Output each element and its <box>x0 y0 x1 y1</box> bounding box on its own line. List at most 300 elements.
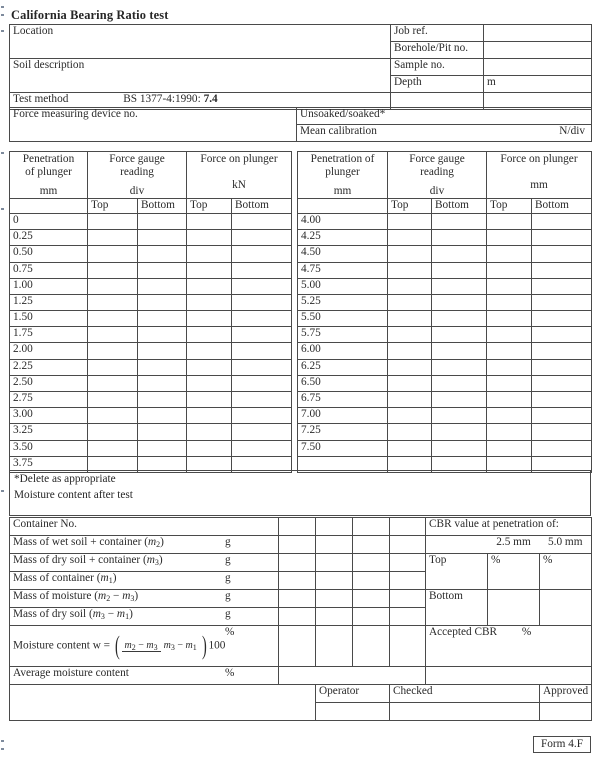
subhdr-gauge-top: Top <box>388 198 432 213</box>
gauge-top-input-cell[interactable] <box>388 375 432 391</box>
operator-value-cell[interactable] <box>316 703 390 721</box>
penetration-value-cell: 2.75 <box>10 392 88 408</box>
table-row <box>10 25 592 42</box>
signoff-blank-cell <box>10 685 316 721</box>
force-top-input-cell[interactable] <box>487 327 532 343</box>
table-row <box>298 262 592 278</box>
checked-label: Checked <box>393 685 433 697</box>
force-bottom-input-cell[interactable] <box>232 262 292 278</box>
moisture-content-label-cell <box>10 626 279 667</box>
job-ref-label: Job ref. <box>394 25 428 37</box>
gauge-top-input-cell[interactable] <box>388 440 432 456</box>
force-top-input-cell[interactable] <box>187 230 232 246</box>
table-row <box>10 278 292 294</box>
notes-block <box>9 470 591 516</box>
force-top-input-cell[interactable] <box>487 294 532 310</box>
dry-soil-value-4[interactable] <box>390 554 426 572</box>
force-top-input-cell[interactable] <box>187 246 232 262</box>
gauge-bottom-input-cell[interactable] <box>432 375 487 391</box>
table-row <box>10 667 592 685</box>
gauge-top-input-cell[interactable] <box>88 440 138 456</box>
form-id-badge: Form 4.F <box>533 736 591 753</box>
test-method-label: Test method <box>13 93 69 105</box>
location-cell[interactable] <box>10 25 391 59</box>
gauge-bottom-input-cell[interactable] <box>432 278 487 294</box>
penetration-value-cell: 7.50 <box>298 440 388 456</box>
gauge-top-input-cell[interactable] <box>88 246 138 262</box>
moisture-content-value-3[interactable] <box>353 626 390 667</box>
container-mass-value-4[interactable] <box>390 572 426 590</box>
borehole-value-cell[interactable] <box>484 42 592 59</box>
gauge-bottom-input-cell[interactable] <box>138 343 187 359</box>
container-no-value-3[interactable] <box>353 518 390 536</box>
subhdr-gauge-top: Top <box>88 198 138 213</box>
gauge-top-input-cell[interactable] <box>88 343 138 359</box>
force-bottom-input-cell[interactable] <box>232 359 292 375</box>
operator-label: Operator <box>319 685 360 697</box>
cbr-bottom-value-25[interactable] <box>488 590 540 626</box>
scan-artifact-tick <box>1 6 4 8</box>
gauge-bottom-input-cell[interactable] <box>432 311 487 327</box>
gauge-top-input-cell[interactable] <box>388 278 432 294</box>
col-penetration-unit: mm <box>39 184 58 197</box>
soil-description-cell[interactable] <box>10 59 391 93</box>
penetration-value-cell: 2.00 <box>10 343 88 359</box>
location-label: Location <box>13 25 54 37</box>
checked-value-cell[interactable] <box>390 703 540 721</box>
wet-soil-value-3[interactable] <box>353 536 390 554</box>
mean-calibration-cell[interactable] <box>297 125 592 142</box>
penetration-value-cell: 0.50 <box>10 246 88 262</box>
container-mass-value-1[interactable] <box>279 572 316 590</box>
penetration-value-cell: 1.50 <box>10 311 88 327</box>
cbr-bottom-value-50[interactable] <box>540 590 592 626</box>
penetration-left-body <box>10 213 292 472</box>
gauge-bottom-input-cell[interactable] <box>432 262 487 278</box>
moisture-mass-value-2[interactable] <box>316 590 353 608</box>
table-row <box>298 294 592 310</box>
col-gauge-line2: reading <box>120 165 154 178</box>
gauge-top-input-cell[interactable] <box>388 343 432 359</box>
table-row <box>298 246 592 262</box>
force-bottom-input-cell[interactable] <box>232 311 292 327</box>
penetration-value-cell: 0.75 <box>10 262 88 278</box>
gauge-bottom-input-cell[interactable] <box>432 424 487 440</box>
penetration-right-body <box>298 213 592 472</box>
gauge-bottom-input-cell[interactable] <box>432 392 487 408</box>
scan-artifact-tick <box>1 30 4 32</box>
depth-value-cell[interactable] <box>484 76 592 93</box>
dry-soil-value-1[interactable] <box>279 554 316 572</box>
force-bottom-input-cell[interactable] <box>232 408 292 424</box>
gauge-top-input-cell[interactable] <box>88 262 138 278</box>
force-bottom-input-cell[interactable] <box>532 311 592 327</box>
moisture-content-formula: Moisture content w = ( $m_2 - m_3$ $m_3 - m_1$ ) 100 <box>13 630 226 660</box>
average-moisture-value[interactable] <box>279 667 426 685</box>
sample-label-cell <box>391 59 484 76</box>
col-gauge-header <box>88 152 187 199</box>
table-row <box>298 408 592 424</box>
force-bottom-input-cell[interactable] <box>232 213 292 229</box>
wet-soil-value-2[interactable] <box>316 536 353 554</box>
table-row <box>298 424 592 440</box>
dry-soil-value-2[interactable] <box>316 554 353 572</box>
moisture-content-value-4[interactable] <box>390 626 426 667</box>
penetration-table-left <box>9 151 292 473</box>
unit-percent: % <box>225 667 235 679</box>
wet-soil-label: Mass of wet soil + container $(m_2)$ <box>13 536 164 549</box>
dry-soil-mass-value-3[interactable] <box>353 608 390 626</box>
force-top-input-cell[interactable] <box>487 408 532 424</box>
force-bottom-input-cell[interactable] <box>532 262 592 278</box>
cbr-pen-2: 5.0 mm <box>540 536 592 554</box>
moisture-mass-value-3[interactable] <box>353 590 390 608</box>
force-top-input-cell[interactable] <box>487 213 532 229</box>
gauge-top-input-cell[interactable] <box>388 213 432 229</box>
scan-artifact-tick <box>1 748 4 750</box>
approved-label-cell <box>540 685 592 703</box>
col-penetration-header <box>298 152 388 199</box>
scan-artifact-tick <box>1 740 4 742</box>
container-mass-value-3[interactable] <box>353 572 390 590</box>
col-force-unit: kN <box>232 178 246 191</box>
force-bottom-input-cell[interactable] <box>532 424 592 440</box>
gauge-top-input-cell[interactable] <box>388 262 432 278</box>
unit-g: g <box>225 572 231 584</box>
col-penetration-line2: plunger <box>325 165 360 178</box>
container-no-value-4[interactable] <box>390 518 426 536</box>
force-bottom-input-cell[interactable] <box>532 278 592 294</box>
formula-fraction: $m_2 - m_3$ $m_3 - m_1$ <box>122 641 200 652</box>
force-bottom-input-cell[interactable] <box>532 294 592 310</box>
force-bottom-input-cell[interactable] <box>532 375 592 391</box>
force-bottom-input-cell[interactable] <box>232 424 292 440</box>
container-no-label-cell <box>10 518 279 536</box>
table-row <box>10 536 592 554</box>
penetration-value-cell: 3.75 <box>10 456 88 472</box>
subhdr-force-top: Top <box>187 198 232 213</box>
table-row <box>10 359 292 375</box>
force-bottom-input-cell[interactable] <box>232 375 292 391</box>
penetration-value-cell: 2.50 <box>10 375 88 391</box>
moisture-cbr-table <box>9 517 592 721</box>
average-moisture-spare[interactable] <box>426 667 592 685</box>
gauge-bottom-input-cell[interactable] <box>138 213 187 229</box>
accepted-cbr-label: Accepted CBR <box>429 626 498 638</box>
sample-value-cell[interactable] <box>484 59 592 76</box>
force-bottom-input-cell[interactable] <box>232 230 292 246</box>
force-top-input-cell[interactable] <box>487 278 532 294</box>
cbr-top-value-25[interactable] <box>488 554 540 590</box>
percent-sign: % <box>521 626 532 638</box>
force-top-input-cell[interactable] <box>187 408 232 424</box>
moisture-mass-label: Mass of moisture $(m_2 - m_3)$ <box>13 590 139 603</box>
wet-soil-value-4[interactable] <box>390 536 426 554</box>
gauge-top-input-cell[interactable] <box>388 311 432 327</box>
gauge-bottom-input-cell[interactable] <box>138 408 187 424</box>
penetration-value-cell: 6.50 <box>298 375 388 391</box>
table-row <box>10 685 592 703</box>
force-top-input-cell[interactable] <box>487 343 532 359</box>
force-top-input-cell[interactable] <box>187 440 232 456</box>
force-top-input-cell[interactable] <box>487 440 532 456</box>
table-row <box>10 518 592 536</box>
gauge-bottom-input-cell[interactable] <box>138 311 187 327</box>
container-no-value-1[interactable] <box>279 518 316 536</box>
table-row <box>10 311 292 327</box>
gauge-top-input-cell[interactable] <box>388 230 432 246</box>
force-top-input-cell[interactable] <box>487 230 532 246</box>
force-bottom-input-cell[interactable] <box>232 327 292 343</box>
percent-sign: % <box>491 554 501 566</box>
gauge-top-input-cell[interactable] <box>388 246 432 262</box>
gauge-top-input-cell[interactable] <box>388 359 432 375</box>
col-force-unit: mm <box>530 178 548 191</box>
gauge-bottom-input-cell[interactable] <box>138 294 187 310</box>
force-bottom-input-cell[interactable] <box>532 343 592 359</box>
approved-label: Approved <box>543 685 589 697</box>
table-row <box>10 424 292 440</box>
penetration-table-right <box>297 151 592 473</box>
delete-note: *Delete as appropriate <box>14 473 116 485</box>
gauge-bottom-input-cell[interactable] <box>432 294 487 310</box>
force-bottom-input-cell[interactable] <box>232 343 292 359</box>
force-bottom-input-cell[interactable] <box>232 440 292 456</box>
force-top-input-cell[interactable] <box>487 262 532 278</box>
average-moisture-label: Average moisture content <box>13 667 129 679</box>
borehole-label: Borehole/Pit no. <box>394 42 469 54</box>
subhdr-gauge-bottom: Bottom <box>138 198 187 213</box>
table-row <box>10 108 592 125</box>
page-title: California Bearing Ratio test <box>11 8 169 22</box>
dry-soil-mass-value-2[interactable] <box>316 608 353 626</box>
penetration-value-cell: 3.00 <box>10 408 88 424</box>
test-method-standard: BS 1377-4:1990: <box>123 93 201 105</box>
force-bottom-input-cell[interactable] <box>532 392 592 408</box>
force-bottom-input-cell[interactable] <box>532 440 592 456</box>
gauge-bottom-input-cell[interactable] <box>138 424 187 440</box>
col-gauge-unit: div <box>429 184 445 197</box>
checked-label-cell <box>390 685 540 703</box>
penetration-value-cell: 6.75 <box>298 392 388 408</box>
gauge-bottom-input-cell[interactable] <box>432 327 487 343</box>
col-penetration-unit: mm <box>333 184 352 197</box>
penetration-value-cell: 2.25 <box>10 359 88 375</box>
force-bottom-input-cell[interactable] <box>532 230 592 246</box>
penetration-value-cell: 0 <box>10 213 88 229</box>
container-mass-value-2[interactable] <box>316 572 353 590</box>
table-row <box>298 311 592 327</box>
gauge-bottom-input-cell[interactable] <box>432 408 487 424</box>
force-top-input-cell[interactable] <box>487 246 532 262</box>
force-top-input-cell[interactable] <box>187 375 232 391</box>
moisture-mass-label-cell <box>10 590 279 608</box>
table-row <box>298 278 592 294</box>
penetration-value-cell: 1.00 <box>10 278 88 294</box>
gauge-bottom-input-cell[interactable] <box>432 343 487 359</box>
gauge-bottom-input-cell[interactable] <box>138 230 187 246</box>
gauge-top-input-cell[interactable] <box>88 408 138 424</box>
penetration-value-cell: 1.25 <box>10 294 88 310</box>
table-row <box>298 213 592 229</box>
force-bottom-input-cell[interactable] <box>232 294 292 310</box>
approved-value-cell[interactable] <box>540 703 592 721</box>
soaked-cell[interactable] <box>297 108 592 125</box>
force-top-input-cell[interactable] <box>487 424 532 440</box>
gauge-top-input-cell[interactable] <box>88 327 138 343</box>
gauge-top-input-cell[interactable] <box>88 424 138 440</box>
wet-soil-label-cell <box>10 536 279 554</box>
subhdr-blank <box>298 198 388 213</box>
gauge-bottom-input-cell[interactable] <box>138 440 187 456</box>
moisture-mass-value-1[interactable] <box>279 590 316 608</box>
dry-soil-mass-label-cell <box>10 608 279 626</box>
moisture-content-label: Moisture content w = <box>13 639 111 652</box>
table-row <box>10 590 592 608</box>
wet-soil-value-1[interactable] <box>279 536 316 554</box>
gauge-top-input-cell[interactable] <box>388 294 432 310</box>
dry-soil-mass-value-1[interactable] <box>279 608 316 626</box>
col-gauge-line1: Force gauge <box>109 153 165 165</box>
gauge-bottom-input-cell[interactable] <box>432 440 487 456</box>
gauge-bottom-input-cell[interactable] <box>432 359 487 375</box>
force-top-input-cell[interactable] <box>187 424 232 440</box>
gauge-bottom-input-cell[interactable] <box>138 278 187 294</box>
dry-soil-value-3[interactable] <box>353 554 390 572</box>
force-top-input-cell[interactable] <box>487 311 532 327</box>
gauge-bottom-input-cell[interactable] <box>432 246 487 262</box>
gauge-top-input-cell[interactable] <box>388 424 432 440</box>
force-top-input-cell[interactable] <box>187 278 232 294</box>
unit-g: g <box>225 590 231 602</box>
penetration-value-cell: 3.50 <box>10 440 88 456</box>
penetration-value-cell: 4.25 <box>298 230 388 246</box>
unit-g: g <box>225 608 231 620</box>
cbr-bottom-label: Bottom <box>429 590 463 602</box>
penetration-value-cell: 7.00 <box>298 408 388 424</box>
gauge-bottom-input-cell[interactable] <box>138 359 187 375</box>
penetration-value-cell: 5.75 <box>298 327 388 343</box>
operator-label-cell <box>316 685 390 703</box>
table-subheader-row <box>10 198 292 213</box>
subhdr-force-bottom: Bottom <box>532 198 592 213</box>
subhdr-gauge-bottom: Bottom <box>432 198 487 213</box>
table-row <box>10 213 292 229</box>
col-force-header <box>187 152 292 199</box>
moisture-mass-value-4[interactable] <box>390 590 426 608</box>
force-top-input-cell[interactable] <box>187 213 232 229</box>
gauge-top-input-cell[interactable] <box>88 230 138 246</box>
gauge-top-input-cell[interactable] <box>88 392 138 408</box>
force-bottom-input-cell[interactable] <box>232 278 292 294</box>
table-row <box>298 392 592 408</box>
cbr-top-label-cell <box>426 554 488 590</box>
table-row <box>298 359 592 375</box>
percent-sign: % <box>543 554 553 566</box>
force-top-input-cell[interactable] <box>187 262 232 278</box>
force-top-input-cell[interactable] <box>187 359 232 375</box>
gauge-bottom-input-cell[interactable] <box>432 213 487 229</box>
container-mass-label: Mass of container $(m_1)$ <box>13 572 117 585</box>
cbr-heading-cell <box>426 518 592 536</box>
gauge-bottom-input-cell[interactable] <box>138 327 187 343</box>
gauge-top-input-cell[interactable] <box>88 375 138 391</box>
gauge-top-input-cell[interactable] <box>88 213 138 229</box>
force-bottom-input-cell[interactable] <box>532 246 592 262</box>
gauge-top-input-cell[interactable] <box>388 408 432 424</box>
force-bottom-input-cell[interactable] <box>532 359 592 375</box>
gauge-top-input-cell[interactable] <box>88 278 138 294</box>
cbr-bottom-label-cell <box>426 590 488 626</box>
scan-artifact-tick <box>1 490 4 492</box>
formula-multiplier: 100 <box>208 639 226 652</box>
force-top-input-cell[interactable] <box>187 327 232 343</box>
mean-calibration-unit: N/div <box>559 125 585 137</box>
force-bottom-input-cell[interactable] <box>232 246 292 262</box>
table-row <box>10 626 592 667</box>
force-top-input-cell[interactable] <box>187 294 232 310</box>
force-top-input-cell[interactable] <box>187 343 232 359</box>
gauge-top-input-cell[interactable] <box>88 311 138 327</box>
col-force-header <box>487 152 592 199</box>
gauge-bottom-input-cell[interactable] <box>138 262 187 278</box>
gauge-bottom-input-cell[interactable] <box>138 375 187 391</box>
moisture-content-value-2[interactable] <box>316 626 353 667</box>
penetration-value-cell: 5.25 <box>298 294 388 310</box>
force-bottom-input-cell[interactable] <box>532 213 592 229</box>
force-top-input-cell[interactable] <box>487 375 532 391</box>
force-top-input-cell[interactable] <box>487 359 532 375</box>
penetration-value-cell: 6.25 <box>298 359 388 375</box>
moisture-content-value-1[interactable] <box>279 626 316 667</box>
force-bottom-input-cell[interactable] <box>532 408 592 424</box>
gauge-top-input-cell[interactable] <box>388 392 432 408</box>
col-penetration-line2: of plunger <box>25 165 72 178</box>
penetration-value-cell: 6.00 <box>298 343 388 359</box>
gauge-top-input-cell[interactable] <box>88 359 138 375</box>
table-row <box>10 327 292 343</box>
table-subheader-row <box>298 198 592 213</box>
container-no-value-2[interactable] <box>316 518 353 536</box>
cbr-heading: CBR value at penetration of: <box>429 518 559 530</box>
average-moisture-label-cell <box>10 667 279 685</box>
accepted-cbr-cell[interactable] <box>426 626 592 667</box>
force-top-input-cell[interactable] <box>487 392 532 408</box>
force-bottom-input-cell[interactable] <box>232 392 292 408</box>
cbr-top-label: Top <box>429 554 447 566</box>
gauge-bottom-input-cell[interactable] <box>138 392 187 408</box>
col-penetration-line1: Penetration <box>22 153 75 165</box>
moisture-heading: Moisture content after test <box>14 489 133 501</box>
test-method-clause: 7.4 <box>203 93 218 105</box>
penetration-value-cell: 5.50 <box>298 311 388 327</box>
table-row <box>298 230 592 246</box>
job-ref-value-cell[interactable] <box>484 25 592 42</box>
gauge-bottom-input-cell[interactable] <box>432 230 487 246</box>
gauge-bottom-input-cell[interactable] <box>138 246 187 262</box>
col-gauge-unit: div <box>129 184 145 197</box>
force-top-input-cell[interactable] <box>187 311 232 327</box>
force-device-cell[interactable] <box>10 108 297 142</box>
force-top-input-cell[interactable] <box>187 392 232 408</box>
cbr-top-value-50[interactable] <box>540 554 592 590</box>
gauge-top-input-cell[interactable] <box>388 327 432 343</box>
force-bottom-input-cell[interactable] <box>532 327 592 343</box>
col-force-line1: Force on plunger <box>200 153 278 165</box>
gauge-top-input-cell[interactable] <box>88 294 138 310</box>
dry-soil-mass-value-4[interactable] <box>390 608 426 626</box>
dry-soil-mass-label: Mass of dry soil $(m_3 - m_1)$ <box>13 608 133 621</box>
